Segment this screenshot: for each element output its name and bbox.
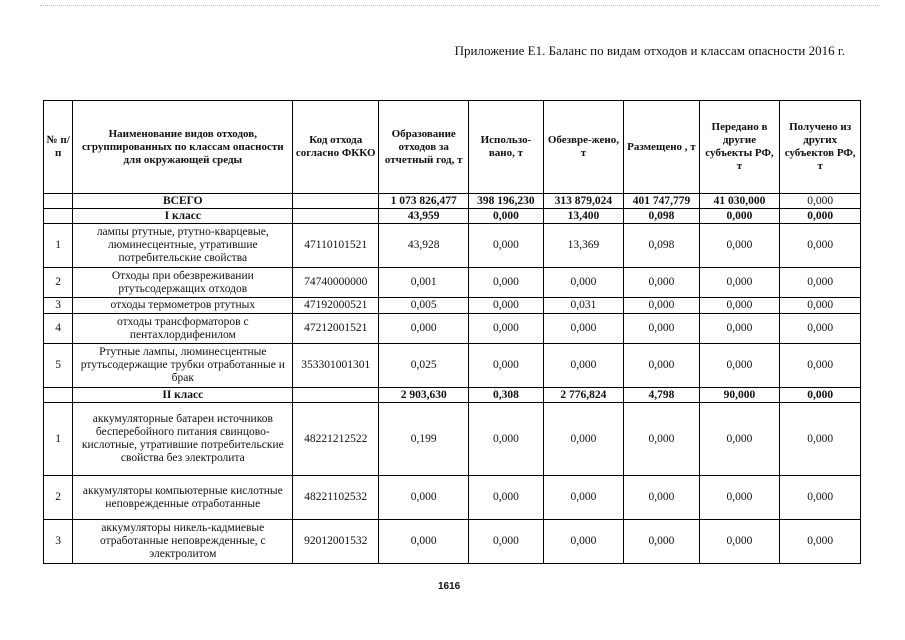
header-num: № п/п [44, 101, 73, 194]
row-placed: 0,000 [624, 403, 699, 476]
row-received: 0,000 [780, 520, 861, 564]
total-code [293, 194, 379, 209]
row-name: аккумуляторные батареи источников бесперебойного питания свинцово-кислотные, утратившие потребительские свойства без электролита [73, 403, 293, 476]
total-transferred: 41 030,000 [699, 194, 780, 209]
row-received: 0,000 [780, 224, 861, 268]
row-code: 48221102532 [293, 476, 379, 520]
table-row [44, 268, 861, 298]
row-code: 47212001521 [293, 314, 379, 344]
class2-formed: 2 903,630 [379, 388, 469, 403]
class1-transferred: 0,000 [699, 209, 780, 224]
class1-placed: 0,098 [624, 209, 699, 224]
row-placed: 0,000 [624, 520, 699, 564]
header-placed: Размещено , т [624, 101, 699, 194]
row-transferred: 0,000 [699, 476, 780, 520]
total-label: ВСЕГО [73, 194, 293, 209]
total-received: 0,000 [780, 194, 861, 209]
header-formed: Образование отходов за отчетный год, т [379, 101, 469, 194]
table-row [44, 403, 861, 476]
row-code: 92012001532 [293, 520, 379, 564]
class2-row [44, 388, 861, 403]
row-received: 0,000 [780, 403, 861, 476]
class1-label: I класс [73, 209, 293, 224]
page-number: 1616 [438, 581, 461, 592]
total-row [44, 194, 861, 209]
class1-num [44, 209, 73, 224]
row-formed: 0,000 [379, 476, 469, 520]
total-neutralized: 313 879,024 [543, 194, 624, 209]
row-neutralized: 0,000 [543, 476, 624, 520]
row-used: 0,000 [469, 298, 543, 314]
row-transferred: 0,000 [699, 344, 780, 388]
row-used: 0,000 [469, 476, 543, 520]
row-num: 2 [44, 476, 73, 520]
row-transferred: 0,000 [699, 314, 780, 344]
header-received: Получено из других субъектов РФ, т [780, 101, 861, 194]
row-used: 0,000 [469, 268, 543, 298]
total-num [44, 194, 73, 209]
table-row [44, 224, 861, 268]
row-placed: 0,000 [624, 268, 699, 298]
row-num: 1 [44, 403, 73, 476]
row-formed: 0,005 [379, 298, 469, 314]
class2-code [293, 388, 379, 403]
row-received: 0,000 [780, 344, 861, 388]
table-row [44, 314, 861, 344]
row-code: 48221212522 [293, 403, 379, 476]
class2-neutralized: 2 776,824 [543, 388, 624, 403]
row-received: 0,000 [780, 298, 861, 314]
row-neutralized: 0,031 [543, 298, 624, 314]
table-row [44, 476, 861, 520]
row-received: 0,000 [780, 314, 861, 344]
row-num: 1 [44, 224, 73, 268]
row-placed: 0,000 [624, 476, 699, 520]
row-placed: 0,000 [624, 344, 699, 388]
row-num: 3 [44, 298, 73, 314]
row-name: Отходы при обезвреживании ртутьсодержащих отходов [73, 268, 293, 298]
waste-balance-table [43, 100, 861, 564]
scan-top-line [40, 5, 880, 6]
header-code: Код отхода согласно ФККО [293, 101, 379, 194]
row-code: 74740000000 [293, 268, 379, 298]
row-neutralized: 0,000 [543, 268, 624, 298]
row-used: 0,000 [469, 344, 543, 388]
class2-label: II класс [73, 388, 293, 403]
header-used: Использо-вано, т [469, 101, 543, 194]
row-name: аккумуляторы компьютерные кислотные неповрежденные отработанные [73, 476, 293, 520]
table-row [44, 520, 861, 564]
row-formed: 0,199 [379, 403, 469, 476]
row-name: отходы трансформаторов с пентахлордифенилом [73, 314, 293, 344]
row-used: 0,000 [469, 314, 543, 344]
class1-received: 0,000 [780, 209, 861, 224]
row-transferred: 0,000 [699, 298, 780, 314]
table-row [44, 298, 861, 314]
row-name: аккумуляторы никель-кадмиевые отработанные неповрежденные, с электролитом [73, 520, 293, 564]
row-code: 47192000521 [293, 298, 379, 314]
class1-used: 0,000 [469, 209, 543, 224]
row-transferred: 0,000 [699, 268, 780, 298]
class2-transferred: 90,000 [699, 388, 780, 403]
row-formed: 0,025 [379, 344, 469, 388]
class1-code [293, 209, 379, 224]
row-neutralized: 0,000 [543, 314, 624, 344]
row-num: 4 [44, 314, 73, 344]
class2-placed: 4,798 [624, 388, 699, 403]
total-formed: 1 073 826,477 [379, 194, 469, 209]
header-name: Наименование видов отходов, сгруппированных по классам опасности для окружающей среды [73, 101, 293, 194]
row-used: 0,000 [469, 224, 543, 268]
row-num: 2 [44, 268, 73, 298]
row-neutralized: 0,000 [543, 344, 624, 388]
total-used: 398 196,230 [469, 194, 543, 209]
row-formed: 0,000 [379, 520, 469, 564]
header-transferred: Передано в другие субъекты РФ, т [699, 101, 780, 194]
row-formed: 0,000 [379, 314, 469, 344]
row-neutralized: 0,000 [543, 520, 624, 564]
row-placed: 0,098 [624, 224, 699, 268]
row-name: лампы ртутные, ртутно-кварцевые, люминесцентные, утратившие потребительские свойства [73, 224, 293, 268]
class2-used: 0,308 [469, 388, 543, 403]
class1-formed: 43,959 [379, 209, 469, 224]
row-neutralized: 13,369 [543, 224, 624, 268]
row-received: 0,000 [780, 268, 861, 298]
row-code: 47110101521 [293, 224, 379, 268]
row-received: 0,000 [780, 476, 861, 520]
row-num: 3 [44, 520, 73, 564]
class2-num [44, 388, 73, 403]
class1-row [44, 209, 861, 224]
total-placed: 401 747,779 [624, 194, 699, 209]
table-row [44, 344, 861, 388]
table-caption: Приложение Е1. Баланс по видам отходов и классам опасности 2016 г. [454, 43, 845, 58]
class1-neutralized: 13,400 [543, 209, 624, 224]
row-name: отходы термометров ртутных [73, 298, 293, 314]
header-neutralized: Обезвре-жено, т [543, 101, 624, 194]
row-transferred: 0,000 [699, 403, 780, 476]
row-placed: 0,000 [624, 314, 699, 344]
class2-received: 0,000 [780, 388, 861, 403]
row-used: 0,000 [469, 403, 543, 476]
row-transferred: 0,000 [699, 224, 780, 268]
row-num: 5 [44, 344, 73, 388]
row-placed: 0,000 [624, 298, 699, 314]
row-formed: 0,001 [379, 268, 469, 298]
row-neutralized: 0,000 [543, 403, 624, 476]
header-row [44, 101, 861, 194]
row-formed: 43,928 [379, 224, 469, 268]
row-name: Ртутные лампы, люминесцентные ртутьсодержащие трубки отработанные и брак [73, 344, 293, 388]
row-code: 353301001301 [293, 344, 379, 388]
row-used: 0,000 [469, 520, 543, 564]
row-transferred: 0,000 [699, 520, 780, 564]
